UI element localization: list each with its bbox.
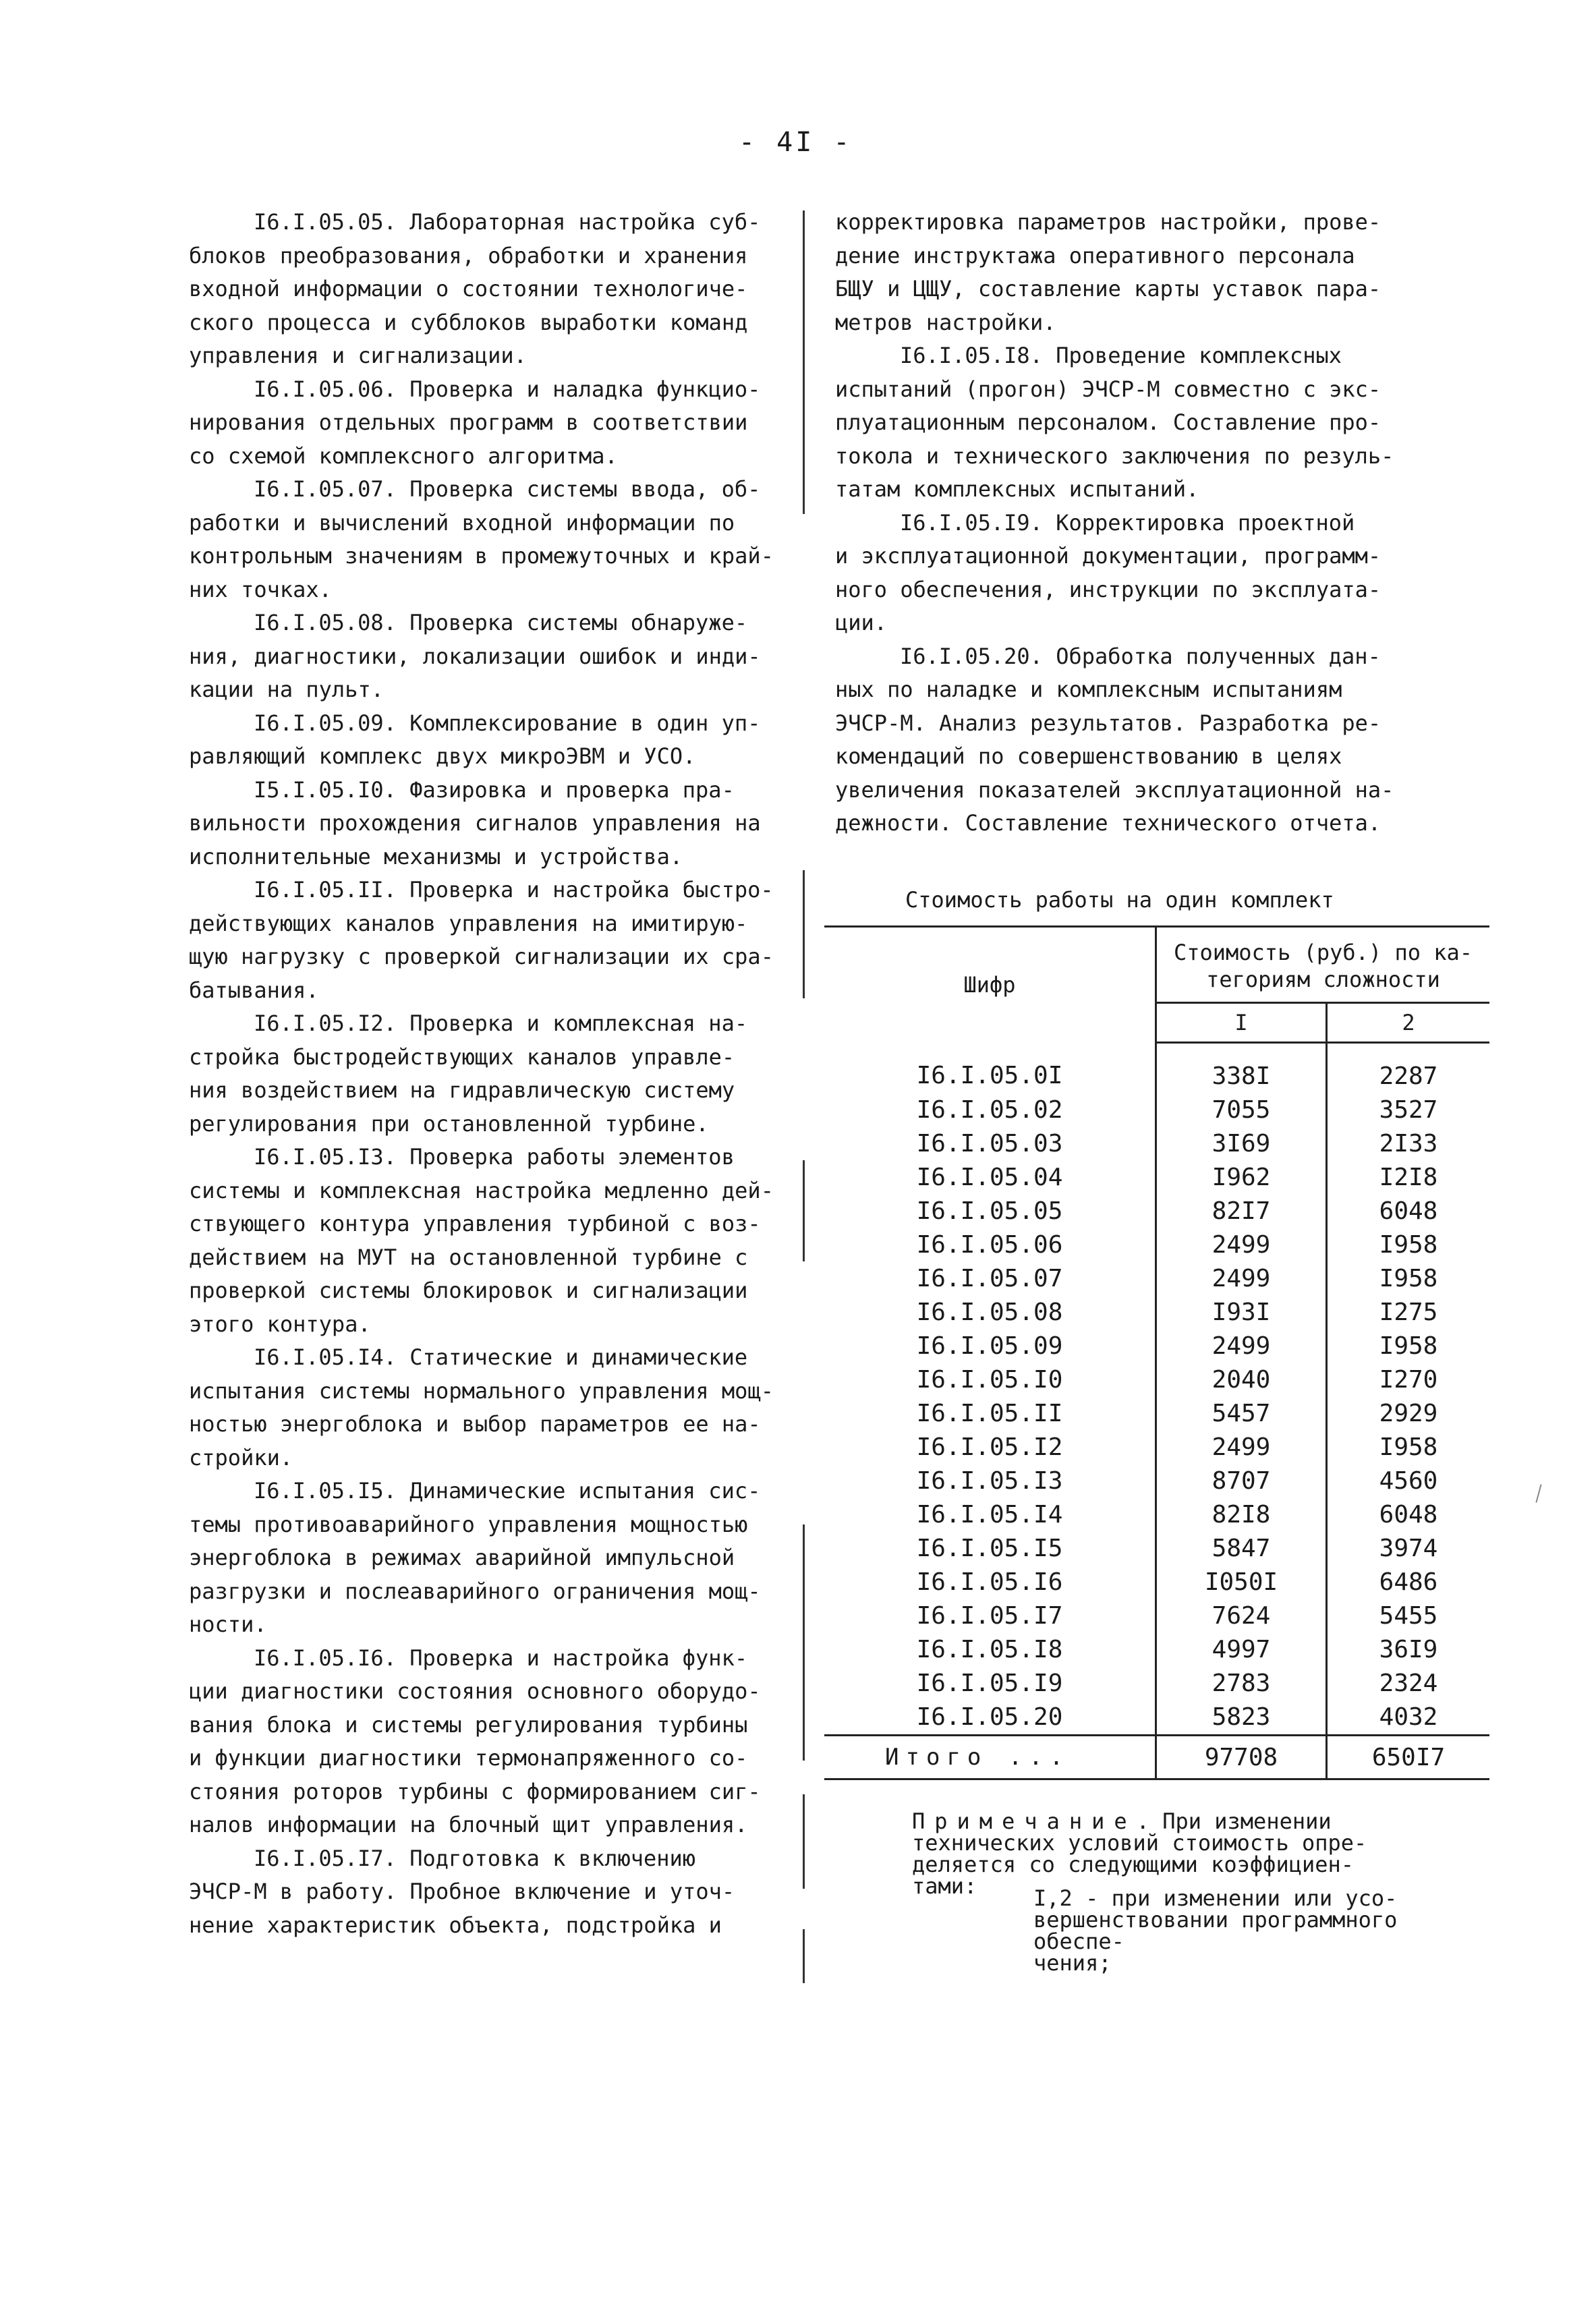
row-cipher: I6.I.05.02 xyxy=(824,1093,1156,1127)
column-divider xyxy=(803,1929,805,1983)
scan-mark xyxy=(1535,1484,1541,1503)
row-category-2: 36I9 xyxy=(1379,1636,1438,1663)
row-cipher: I6.I.05.I3 xyxy=(824,1464,1156,1498)
note-title: Примечание xyxy=(912,1808,1137,1834)
row-category-1: 82I7 xyxy=(1156,1195,1327,1228)
table-row xyxy=(824,1431,1489,1464)
row-cipher: I6.I.05.05 xyxy=(824,1195,1156,1228)
table-row xyxy=(824,1633,1489,1667)
table-row xyxy=(824,1397,1489,1431)
paragraph: I6.I.05.I5. Динамические испытания сис- темы противоаварийного управления мощностью энергоблока в режимах аварийной импульсной разгрузки и послеаварийного ограничения мощ- ности. xyxy=(189,1478,761,1637)
paragraph: I6.I.05.07. Проверка системы ввода, об- работки и вычислений входной информации по контрольным значениям в промежуточных и край- них точках. xyxy=(189,476,774,602)
page-number: - 4I - xyxy=(739,127,853,158)
row-category-2: 2287 xyxy=(1379,1062,1438,1090)
row-cipher: I6.I.05.08 xyxy=(824,1296,1156,1330)
row-category-1: 2040 xyxy=(1156,1363,1327,1397)
row-category-1: 2499 xyxy=(1156,1330,1327,1363)
table-row xyxy=(824,1093,1489,1127)
row-cipher: I6.I.05.I0 xyxy=(824,1363,1156,1397)
row-category-1: 7624 xyxy=(1156,1599,1327,1633)
note-text: . При изменении технических условий стоимость опре- деляется со следующими коэффициен- тами: xyxy=(912,1808,1367,1899)
table-row xyxy=(824,1566,1489,1599)
table-row xyxy=(824,1464,1489,1498)
right-column xyxy=(835,206,1442,840)
row-cipher: I6.I.05.I9 xyxy=(824,1667,1156,1701)
row-cipher: I6.I.05.20 xyxy=(824,1701,1156,1736)
column-header-cost: Стоимость (руб.) по ка- тегориям сложности xyxy=(1156,927,1490,1003)
row-category-1: 3I69 xyxy=(1156,1127,1327,1161)
table-row xyxy=(824,1043,1489,1094)
row-category-2: 6486 xyxy=(1379,1568,1438,1596)
row-cipher: I6.I.05.I7 xyxy=(824,1599,1156,1633)
row-category-2: I958 xyxy=(1379,1231,1438,1259)
row-cipher: I6.I.05.07 xyxy=(824,1262,1156,1296)
row-category-2: 5455 xyxy=(1379,1602,1438,1630)
table-row xyxy=(824,1498,1489,1532)
column-divider xyxy=(803,1160,805,1261)
paragraph: I6.I.05.I9. Корректировка проектной и эксплуатационной документации, программ- ного обеспечения, инструкции по эксплуата- ции. xyxy=(835,509,1381,635)
row-category-2: 6048 xyxy=(1379,1197,1438,1225)
row-category-1: 8707 xyxy=(1156,1464,1327,1498)
row-category-2: 2I33 xyxy=(1379,1130,1438,1158)
cost-table xyxy=(824,925,1489,1780)
row-cipher: I6.I.05.I5 xyxy=(824,1532,1156,1566)
column-divider xyxy=(803,1794,805,1889)
table-row xyxy=(824,1330,1489,1363)
paragraph: I6.I.05.I3. Проверка работы элементов системы и комплексная настройка медленно дей- ствующего контура управления турбиной с воз- действием на МУТ на остановленной турбине с проверкой системы блокировок и сигнализации этого контура. xyxy=(189,1144,774,1337)
total-row xyxy=(824,1736,1489,1779)
table-caption: Стоимость работы на один комплект xyxy=(905,887,1334,913)
row-cipher: I6.I.05.I8 xyxy=(824,1633,1156,1667)
paragraph: I6.I.05.I7. Подготовка к включению ЭЧСР-М в работу. Пробное включение и уточ- нение характеристик объекта, подстройка и xyxy=(189,1845,735,1938)
column-header-category-1: I xyxy=(1156,1003,1327,1043)
row-category-1: 2499 xyxy=(1156,1431,1327,1464)
row-category-2: I275 xyxy=(1379,1299,1438,1326)
row-cipher: I6.I.05.03 xyxy=(824,1127,1156,1161)
paragraph: I6.I.05.I4. Статические и динамические испытания системы нормального управления мощ- ностью энергоблока и выбор параметров ее на- стройки. xyxy=(189,1344,774,1471)
row-category-1: 2499 xyxy=(1156,1228,1327,1262)
row-category-2: 4032 xyxy=(1379,1703,1438,1731)
left-column xyxy=(189,206,796,1942)
row-category-1: 2783 xyxy=(1156,1667,1327,1701)
paragraph: I5.I.05.I0. Фазировка и проверка пра- вильности прохождения сигналов управления на исполнительные механизмы и устройства. xyxy=(189,776,761,869)
column-divider xyxy=(803,210,805,514)
row-category-1: 5457 xyxy=(1156,1397,1327,1431)
paragraph: I6.I.05.09. Комплексирование в один уп- равляющий комплекс двух микроЭВМ и УСО. xyxy=(189,710,761,769)
row-cipher: I6.I.05.04 xyxy=(824,1161,1156,1195)
table-row xyxy=(824,1599,1489,1633)
column-divider xyxy=(803,1524,805,1761)
row-cipher: I6.I.05.0I xyxy=(824,1043,1156,1094)
table-row xyxy=(824,1161,1489,1195)
paragraph: I6.I.05.06. Проверка и наладка функцио- нирования отдельных программ в соответствии со схемой комплексного алгоритма. xyxy=(189,376,761,469)
row-cipher: I6.I.05.06 xyxy=(824,1228,1156,1262)
total-label: Итого ... xyxy=(824,1736,1156,1779)
table-row xyxy=(824,1262,1489,1296)
row-category-2: 2324 xyxy=(1379,1670,1438,1697)
row-cipher: I6.I.05.I6 xyxy=(824,1566,1156,1599)
row-category-1: 338I xyxy=(1156,1043,1327,1094)
table-row xyxy=(824,1296,1489,1330)
row-category-2: 3527 xyxy=(1379,1096,1438,1124)
table-row xyxy=(824,1228,1489,1262)
row-cipher: I6.I.05.09 xyxy=(824,1330,1156,1363)
row-category-1: I962 xyxy=(1156,1161,1327,1195)
row-category-1: 4997 xyxy=(1156,1633,1327,1667)
table-row xyxy=(824,1667,1489,1701)
table-row xyxy=(824,1363,1489,1397)
total-category-1: 97708 xyxy=(1156,1736,1327,1779)
row-category-1: 2499 xyxy=(1156,1262,1327,1296)
row-cipher: I6.I.05.II xyxy=(824,1397,1156,1431)
row-category-2: I2I8 xyxy=(1379,1164,1438,1191)
paragraph: I6.I.05.20. Обработка полученных дан- ных по наладке и комплексным испытаниям ЭЧСР-М. Анализ результатов. Разработка ре- комендаций по совершенствованию в целях увеличения показателей эксплуатационной на- дежности. Составление технического отчета. xyxy=(835,643,1394,836)
column-divider xyxy=(803,870,805,998)
row-category-2: 3974 xyxy=(1379,1535,1438,1562)
total-category-2: 650I7 xyxy=(1327,1736,1490,1779)
paragraph: I6.I.05.I6. Проверка и настройка функ- ции диагностики состояния основного оборудо- вания блока и системы регулирования турбины и функции диагностики термонапряженного со- стояния роторов турбины с формированием сиг- налов информации на блочный щит управления. xyxy=(189,1645,761,1837)
paragraph: I6.I.05.I8. Проведение комплексных испытаний (прогон) ЭЧСР-М совместно с экс- плуатационным персоналом. Составление про- токола и технического заключения по резуль- татам комплексных испытаний. xyxy=(835,343,1394,502)
paragraph: I6.I.05.05. Лабораторная настройка суб- блоков преобразования, обработки и хранения входной информации о состоянии технологиче- ского процесса и субблоков выработки команд управления и сигнализации. xyxy=(189,209,761,368)
table-row xyxy=(824,1127,1489,1161)
paragraph: корректировка параметров настройки, прове- дение инструктажа оперативного персонала БЩУ и ЦЩУ, составление карты уставок пара- метров настройки. xyxy=(835,209,1381,335)
table-row xyxy=(824,1532,1489,1566)
table-row xyxy=(824,1195,1489,1228)
row-category-1: 82I8 xyxy=(1156,1498,1327,1532)
row-category-2: I958 xyxy=(1379,1332,1438,1360)
row-category-1: 5823 xyxy=(1156,1701,1327,1736)
column-header-cipher: Шифр xyxy=(824,927,1156,1043)
table-row xyxy=(824,1701,1489,1736)
paragraph: I6.I.05.I2. Проверка и комплексная на- стройка быстродействующих каналов управле- ния воздействием на гидравлическую систему регулирования при остановленной турбине. xyxy=(189,1010,748,1137)
row-category-2: I270 xyxy=(1379,1366,1438,1394)
row-category-1: I050I xyxy=(1156,1566,1327,1599)
row-category-2: 4560 xyxy=(1379,1467,1438,1495)
row-category-2: 2929 xyxy=(1379,1400,1438,1427)
row-category-2: I958 xyxy=(1379,1433,1438,1461)
row-category-1: 5847 xyxy=(1156,1532,1327,1566)
row-category-2: I958 xyxy=(1379,1265,1438,1292)
paragraph: I6.I.05.08. Проверка системы обнаруже- ния, диагностики, локализации ошибок и инди- кации на пульт. xyxy=(189,610,761,702)
note xyxy=(912,1810,1492,1897)
row-category-1: I93I xyxy=(1156,1296,1327,1330)
row-category-2: 6048 xyxy=(1379,1501,1438,1529)
paragraph: I6.I.05.II. Проверка и настройка быстро- действующих каналов управления на имитирую- щую нагрузку с проверкой сигнализации их сра- батывания. xyxy=(189,877,774,1003)
note-coefficient: I,2 - при изменении или усо- вершенствовании программного обеспе- чения; xyxy=(1033,1885,1398,1976)
row-category-1: 7055 xyxy=(1156,1093,1327,1127)
row-cipher: I6.I.05.I4 xyxy=(824,1498,1156,1532)
row-cipher: I6.I.05.I2 xyxy=(824,1431,1156,1464)
column-header-category-2: 2 xyxy=(1327,1003,1490,1043)
